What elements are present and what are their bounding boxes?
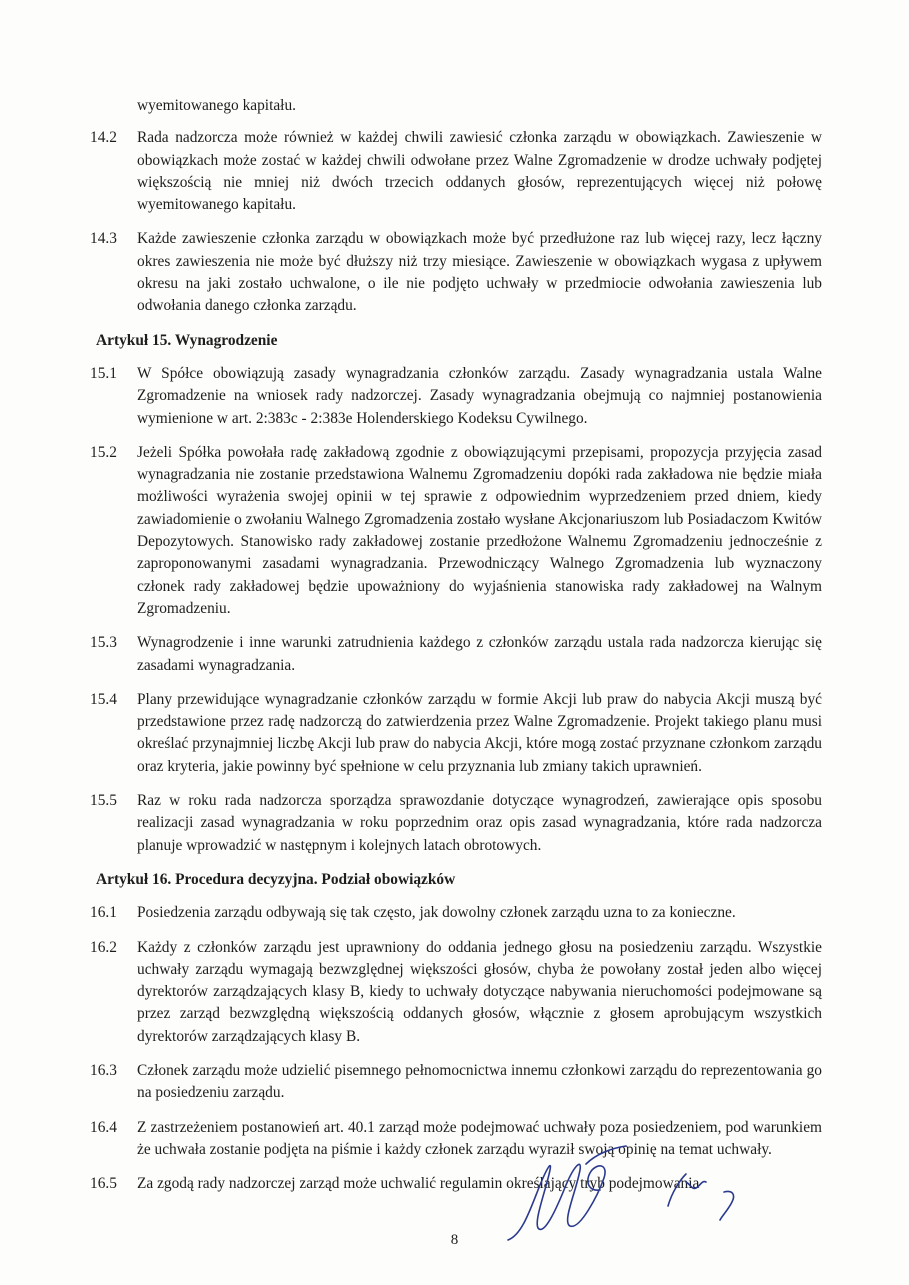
- clause-number: 16.2: [90, 938, 117, 956]
- clause-text: Każde zawieszenie członka zarządu w obowiązkach może być przedłużone raz lub więcej razy, lecz łączny okres zawieszenia nie może być dłuższy niż trzy miesiące. Zawieszenie w obowiązkach wygasa z upływem okresu na jaki zostało uchwalone, o ile nie podjęto uchwały w przedmiocie odwołania zawieszenia lub odwołania danego członka zarządu.: [137, 230, 822, 315]
- clauses-14: [90, 127, 822, 317]
- clause-text: Za zgodą rady nadzorczej zarząd może uchwalić regulamin określający tryb podejmowania: [137, 1175, 700, 1193]
- clause-16-1: [90, 902, 822, 924]
- clause-number: 15.3: [90, 634, 117, 652]
- clause-number: 15.4: [90, 690, 117, 708]
- clause-15-3: [90, 632, 822, 677]
- clause-text: Każdy z członków zarządu jest uprawniony do oddania jednego głosu na posiedzeniu zarządu. Wszystkie uchwały zarządu wymagają bezwzględnej większości głosów, chyba że powołany został jeden albo więcej dyrektorów zarządzających klasy B, kiedy to uchwały dotyczące nabywania nieruchomości podejmowane są przez zarząd bezwzględną większością oddanych głosów, włącznie z głosem aprobującym wszystkich dyrektorów zarządzających klasy B.: [137, 938, 822, 1045]
- clause-text: Plany przewidujące wynagradzanie członków zarządu w formie Akcji lub praw do nabycia Akcji muszą być przedstawione przez radę nadzorczą do zatwierdzenia przez Walne Zgromadzenie. Projekt takiego planu musi określać przynajmniej liczbę Akcji lub praw do nabycia Akcji, które mogą zostać przyznane członkom zarządu oraz kryteria, jakie powinny być spełnione w celu przyznania lub zmiany takich uprawnień.: [137, 690, 822, 775]
- clause-number: 16.1: [90, 904, 117, 922]
- page-number: 8: [450, 1232, 459, 1248]
- signature-stroke-mark: [586, 1146, 626, 1164]
- clause-number: 14.2: [90, 129, 117, 147]
- signature-initials: [668, 1174, 734, 1220]
- clause-number: 15.5: [90, 792, 117, 810]
- clause-text: Raz w roku rada nadzorcza sporządza sprawozdanie dotyczące wynagrodzeń, zawierające opis sposobu realizacji zasad wynagradzania w roku poprzednim oraz opis zasad wynagradzania, które rada nadzorcza planuje wprowadzić w następnym i kolejnych latach obrotowych.: [137, 792, 822, 854]
- article-16-heading: Artykuł 16. Procedura decyzyjna. Podział obowiązków: [96, 870, 456, 888]
- clause-number: 16.5: [90, 1175, 117, 1193]
- clause-text: Rada nadzorcza może również w każdej chwili zawiesić członka zarządu w obowiązkach. Zawieszenie w obowiązkach może zostać w każdej chwili odwołane przez Walne Zgromadzenie w drodze uchwały podjętej większością nie mniej niż dwóch trzecich oddanych głosów, reprezentujących więcej niż połowę wyemitowanego kapitału.: [137, 129, 822, 214]
- clause-14-3: [90, 228, 822, 317]
- clause-number: 15.1: [90, 364, 117, 382]
- signature-stroke-main: [508, 1164, 605, 1240]
- clause-number: 16.3: [90, 1061, 117, 1079]
- clause-16-2: [90, 937, 822, 1048]
- article-15-heading: Artykuł 15. Wynagrodzenie: [96, 331, 278, 349]
- continued-text: wyemitowanego kapitału.: [137, 97, 296, 114]
- clauses-15: [90, 363, 822, 857]
- clause-number: 16.4: [90, 1118, 117, 1136]
- clause-number: 14.3: [90, 230, 117, 248]
- clause-15-4: [90, 689, 822, 778]
- clause-number: 15.2: [90, 443, 117, 461]
- clause-15-2: [90, 442, 822, 620]
- clause-15-1: [90, 363, 822, 430]
- clause-text: Jeżeli Spółka powołała radę zakładową zgodnie z obowiązującymi przepisami, propozycja przyjęcia zasad wynagradzania nie zostanie przedstawiona Walnemu Zgromadzeniu dopóki rada zakładowa nie będzie miała możliwości wyrażenia swojej opinii w tej sprawie z odpowiednim wyprzedzeniem przed dniem, kiedy zawiadomienie o zwołaniu Walnego Zgromadzenia zostało wysłane Akcjonariuszom lub Posiadaczom Kwitów Depozytowych. Stanowisko rady zakładowej zostanie przedłożone Walnemu Zgromadzeniu jednocześnie z zaproponowanymi zasadami wynagradzania. Przewodniczący Walnego Zgromadzenia lub wyznaczony członek rady zakładowej będzie upoważniony do wyjaśnienia stanowiska rady zakładowej na Walnym Zgromadzeniu.: [137, 443, 822, 617]
- clause-text: Wynagrodzenie i inne warunki zatrudnienia każdego z członków zarządu ustala rada nadzorcza kierując się zasadami wynagradzania.: [137, 634, 822, 674]
- clause-15-5: [90, 790, 822, 857]
- clause-16-3: [90, 1060, 822, 1105]
- clause-text: W Spółce obowiązują zasady wynagradzania członków zarządu. Zasady wynagradzania ustala Walne Zgromadzenie na wniosek rady nadzorczej. Zasady wynagradzania obejmują co najmniej postanowienia wymienione w art. 2:383c - 2:383e Holenderskiego Kodeksu Cywilnego.: [137, 364, 822, 427]
- clause-text: Z zastrzeżeniem postanowień art. 40.1 zarząd może podejmować uchwały poza posiedzeniem, pod warunkiem że uchwała zostanie podjęta na piśmie i każdy członek zarządu wyraził swoją opinię na temat uchwały.: [137, 1118, 822, 1158]
- clause-text: Posiedzenia zarządu odbywają się tak często, jak dowolny członek zarządu uzna to za konieczne.: [137, 904, 736, 922]
- document-body: [90, 95, 822, 1207]
- clause-text: Członek zarządu może udzielić pisemnego pełnomocnictwa innemu członkowi zarządu do reprezentowania go na posiedzeniu zarządu.: [137, 1061, 822, 1102]
- clause-14-2: [90, 127, 822, 216]
